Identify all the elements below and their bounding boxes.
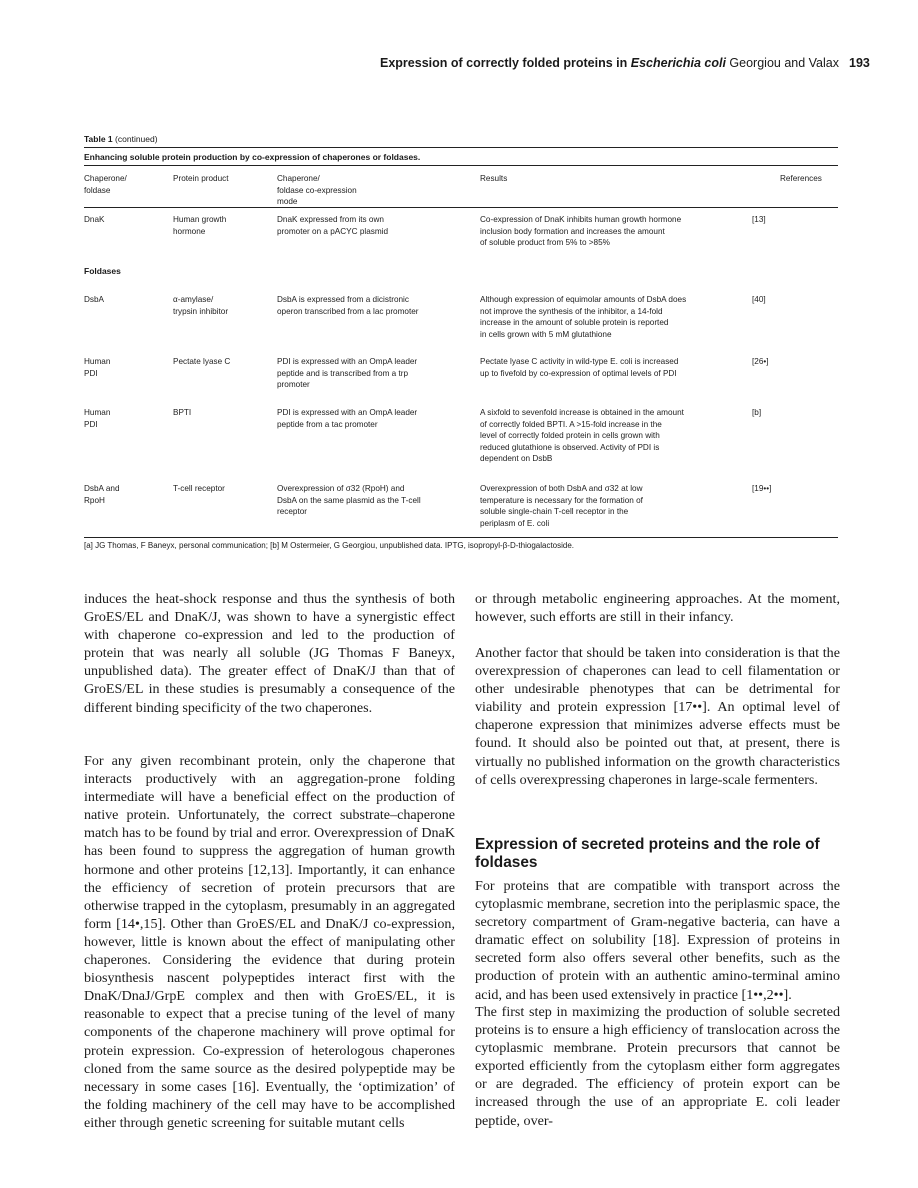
- right-paragraph-4: The first step in maximizing the production of soluble secreted proteins is to ensure a high efficiency of translocation across the cytoplasmic membrane. Protein precursors that cannot be exported efficiently from the cytoplasm either form aggregates or are degraded. The efficiency of protein export can be increased through the use of an appropriate E. coli leader peptide, over-: [475, 1004, 840, 1129]
- table-label: Table 1 (continued): [84, 134, 158, 144]
- table-bottom-rule: [84, 537, 838, 538]
- table-title: Enhancing soluble protein production by co-expression of chaperones or foldases.: [84, 152, 421, 162]
- cell-product: Pectate lyase C: [173, 357, 231, 366]
- cell-chaperone: Human PDI: [84, 357, 111, 378]
- header-species: Escherichia coli: [630, 56, 726, 70]
- header-title: Expression of correctly folded proteins in: [380, 56, 631, 70]
- cell-product: T-cell receptor: [173, 484, 225, 493]
- cell-chaperone: DsbA and RpoH: [84, 484, 120, 505]
- cell-results: Although expression of equimolar amounts of DsbA does not improve the synthesis of the inhibitor, a 14-fold increase in the amount of soluble protein is reported in cells grown with 5 mM glutathione: [480, 295, 687, 339]
- cell-results: A sixfold to sevenfold increase is obtained in the amount of correctly folded BPTI. A >15-fold increase in the level of correctly folded protein in cells grown with reduced glutathione is observed. Activity of PDI is dependent on DsbB: [480, 408, 684, 464]
- header-references: References: [780, 174, 822, 183]
- cell-product: Human growth hormone: [173, 215, 227, 236]
- header-results: Results: [480, 174, 508, 183]
- header-chaperone-foldase: Chaperone/ foldase: [84, 174, 127, 195]
- cell-mode: DnaK expressed from its own promoter on a pACYC plasmid: [277, 215, 389, 236]
- cell-product: BPTI: [173, 408, 192, 417]
- cell-chaperone: DsbA: [84, 295, 105, 304]
- cell-results: Overexpression of both DsbA and σ32 at low temperature is necessary for the formation of soluble single-chain T-cell receptor in the periplasm of E. coli: [480, 484, 643, 528]
- left-paragraph-2: For any given recombinant protein, only the chaperone that interacts productively with an aggregation-prone folding intermediate will have a beneficial effect on the production of native protein. Unfortunately, the correct substrate–chaperone match has to be found by trial and error. Overexpression of DnaK has been found to suppress the aggregation of human growth hormone and other proteins [12,13]. Importantly, it can enhance the efficiency of secretion of protein precursors that are otherwise trapped in the cytoplasm, presumably in an aggregated form [14•,15]. Other than GroES/EL and DnaK/J co-expression, however, little is known about the effect of manipulating other chaperones. Considering the evidence that during protein biosynthesis nascent polypeptides interact first with the DnaK/DnaJ/GrpE complex and then with GroES/EL, it is reasonable to expect that a precise tuning of the level of many components of the chaperone machinery will prove optimal for protein expression. Co-expression of heterologous chaperones cloned from the same source as the desired polypeptide may be necessary in some cases [16]. Eventually, the ‘optimization’ of the folding machinery of the cell may have to be accomplished either through genetic screening for suitable mutant cells: [84, 753, 455, 1131]
- table-title-rule: [84, 165, 838, 166]
- running-header: [380, 56, 870, 70]
- table-footnote: [a] JG Thomas, F Baneyx, personal communication; [b] M Ostermeier, G Georgiou, unpublished data. IPTG, isopropyl-β-D-thiogalactoside.: [84, 541, 575, 550]
- right-paragraph-1: or through metabolic engineering approaches. At the moment, however, such efforts are still in their infancy.: [475, 591, 840, 626]
- table-header-rule: [84, 207, 838, 208]
- cell-mode: PDI is expressed with an OmpA leader peptide and is transcribed from a trp promoter: [277, 357, 418, 390]
- cell-chaperone: Human PDI: [84, 408, 111, 429]
- right-paragraph-3: For proteins that are compatible with transport across the cytoplasmic membrane, secretion into the periplasmic space, the secretory compartment of Gram-negative bacteria, can have a dramatic effect on solubility [18]. Expression of proteins in secreted form also offers several other benefits, such as the production of protein with an authentic amino-terminal amino acid, and has been used extensively in practice [1••,2••].: [475, 878, 840, 1003]
- cell-mode: Overexpression of σ32 (RpoH) and DsbA on the same plasmid as the T-cell receptor: [277, 484, 421, 517]
- table-top-rule: [84, 147, 838, 148]
- cell-reference: [19••]: [752, 484, 772, 493]
- cell-mode: DsbA is expressed from a dicistronic operon transcribed from a lac promoter: [277, 295, 419, 316]
- cell-chaperone: DnaK: [84, 215, 105, 224]
- cell-reference: [26•]: [752, 357, 769, 366]
- header-protein-product: Protein product: [173, 174, 229, 183]
- cell-reference: [b]: [752, 408, 762, 417]
- right-paragraph-2: Another factor that should be taken into consideration is that the overexpression of chaperones can lead to cell filamentation or other undesirable phenotypes that can be detrimental for viability and protein expression [17••]. An optimal level of chaperone expression that minimizes adverse effects must be found. It should also be pointed out that, at present, there is virtually no published information on the growth characteristics of cells overexpressing chaperones in large-scale fermenters.: [475, 645, 840, 788]
- page-number: 193: [849, 56, 870, 70]
- cell-reference: [13]: [752, 215, 766, 224]
- left-paragraph-1: induces the heat-shock response and thus the synthesis of both GroES/EL and DnaK/J, was shown to have a synergistic effect with chaperone co-expression and led to the production of protein that was nearly all soluble (JG Thomas F Baneyx, unpublished data). The greater effect of DnaK/J than that of GroES/EL in these studies is presumably a consequence of the different binding specificity of the two chaperones.: [84, 591, 455, 716]
- header-authors: Georgiou and Valax: [729, 56, 839, 70]
- cell-reference: [40]: [752, 295, 766, 304]
- cell-product: α-amylase/ trypsin inhibitor: [173, 295, 229, 316]
- section-foldases: Foldases: [84, 266, 121, 276]
- section-heading: Expression of secreted proteins and the role of foldases: [475, 836, 820, 871]
- cell-mode: PDI is expressed with an OmpA leader peptide from a tac promoter: [277, 408, 418, 429]
- cell-results: Co-expression of DnaK inhibits human growth hormone inclusion body formation and increases the amount of soluble product from 5% to >85%: [480, 215, 682, 248]
- header-coexpression-mode: Chaperone/ foldase co-expression mode: [277, 174, 357, 207]
- cell-results: Pectate lyase C activity in wild-type E. coli is increased up to fivefold by co-expression of optimal levels of PDI: [480, 357, 679, 378]
